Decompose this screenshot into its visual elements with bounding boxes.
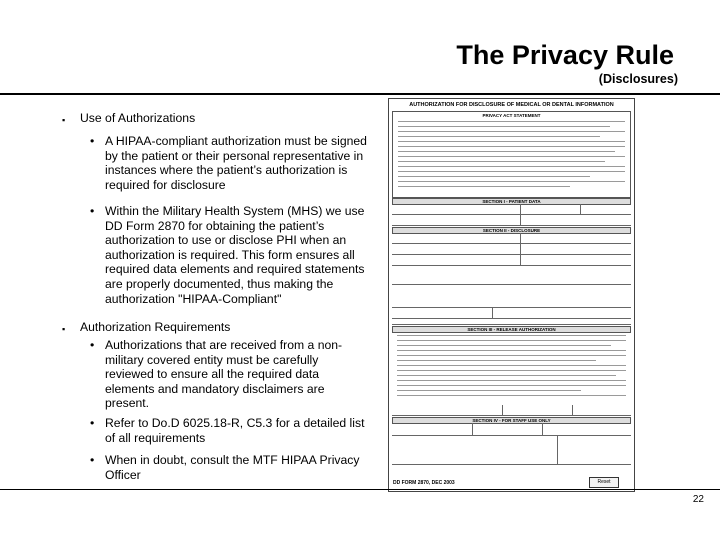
form-row (392, 436, 631, 465)
section-1-header: SECTION I - PATIENT DATA (392, 198, 631, 205)
text-line (398, 186, 570, 187)
text-line (398, 171, 625, 172)
bullet-authorization-requirements: Authorization Requirements (80, 320, 231, 334)
sub-bullet-marker: • (90, 204, 95, 218)
form-cell (392, 423, 473, 435)
form-cell (392, 436, 558, 464)
form-row (392, 204, 631, 215)
form-row (392, 423, 631, 436)
sub-bullet-non-military-entity: Authorizations that are received from a non-military covered entity must be carefully reviewed to ensure all the required data elements and mandatory disclaimers are present. (105, 338, 343, 411)
text-line (397, 350, 626, 351)
privacy-act-box (392, 111, 631, 198)
text-line (397, 390, 581, 391)
form-row (392, 244, 631, 255)
sub-bullet-marker: • (90, 134, 95, 148)
form-title: AUTHORIZATION FOR DISCLOSURE OF MEDICAL OR DENTAL INFORMATION (409, 102, 614, 108)
text-line (397, 335, 626, 336)
section-2-header: SECTION II - DISCLOSURE (392, 227, 631, 234)
form-cell (392, 308, 493, 318)
form-cell (520, 204, 581, 214)
text-line (398, 161, 605, 162)
form-cell (392, 204, 521, 214)
text-line (397, 345, 611, 346)
dd-form-2870-image (388, 98, 635, 492)
text-line (398, 176, 590, 177)
text-line (398, 121, 625, 122)
slide-subtitle: (Disclosures) (598, 72, 678, 86)
form-cell (392, 233, 521, 243)
form-row (392, 285, 631, 308)
text-line (398, 131, 625, 132)
form-row (392, 233, 631, 244)
bullet-marker: ▪ (62, 324, 66, 334)
text-line (397, 385, 626, 386)
section-3-header: SECTION III - RELEASE AUTHORIZATION (392, 326, 631, 333)
sub-bullet-dd-form-2870: Within the Military Health System (MHS) we use DD Form 2870 for obtaining the patient’s authorization to use or disclose PHI when an authorization is required. This form ensures all required data elements and required statements are properly documented, thus making the authorization "HIPAA-Compliant" (105, 204, 365, 306)
release-text-box (392, 332, 631, 404)
text-line (397, 395, 626, 396)
text-line (397, 360, 596, 361)
footer-rule (0, 489, 720, 490)
sub-bullet-hipaa-authorization: A HIPAA-compliant authorization must be signed by the patient or their personal representative in instances where the patient’s authorization is required for disclosure (105, 134, 367, 192)
form-cell (392, 405, 503, 415)
sub-bullet-dod-reference: Refer to Do.D 6025.18-R, C5.3 for a detailed list of all requirements (105, 416, 365, 445)
text-line (398, 181, 625, 182)
sub-bullet-marker: • (90, 416, 95, 430)
form-row (392, 405, 631, 416)
text-line (398, 141, 625, 142)
form-cell (392, 244, 521, 254)
text-line (398, 146, 625, 147)
text-line (397, 370, 626, 371)
form-cell (502, 405, 573, 415)
privacy-act-heading: PRIVACY ACT STATEMENT (482, 113, 541, 118)
text-line (398, 166, 625, 167)
section-4-header: SECTION IV - FOR STAFF USE ONLY (392, 417, 631, 424)
bullet-use-of-authorizations: Use of Authorizations (80, 111, 196, 125)
form-row (392, 308, 631, 319)
text-line (398, 136, 600, 137)
slide-title: The Privacy Rule (456, 40, 674, 70)
form-row (392, 215, 631, 226)
page-number: 22 (692, 494, 704, 505)
sub-bullet-consult-privacy-officer: When in doubt, consult the MTF HIPAA Privacy Officer (105, 453, 360, 482)
header-rule (0, 93, 720, 95)
form-number: DD FORM 2870, DEC 2003 (393, 480, 455, 486)
text-line (397, 380, 626, 381)
text-line (397, 340, 626, 341)
bullet-marker: ▪ (62, 115, 66, 125)
text-line (397, 375, 616, 376)
form-row (392, 266, 631, 285)
text-line (397, 355, 626, 356)
reset-button: Reset (589, 477, 619, 488)
text-line (398, 126, 610, 127)
form-row (392, 319, 631, 325)
text-line (397, 365, 626, 366)
form-cell (392, 255, 521, 265)
form-cell (392, 215, 521, 225)
sub-bullet-marker: • (90, 453, 95, 467)
text-line (398, 151, 615, 152)
form-row (392, 255, 631, 266)
sub-bullet-marker: • (90, 338, 95, 352)
form-cell (472, 423, 543, 435)
text-line (398, 156, 625, 157)
